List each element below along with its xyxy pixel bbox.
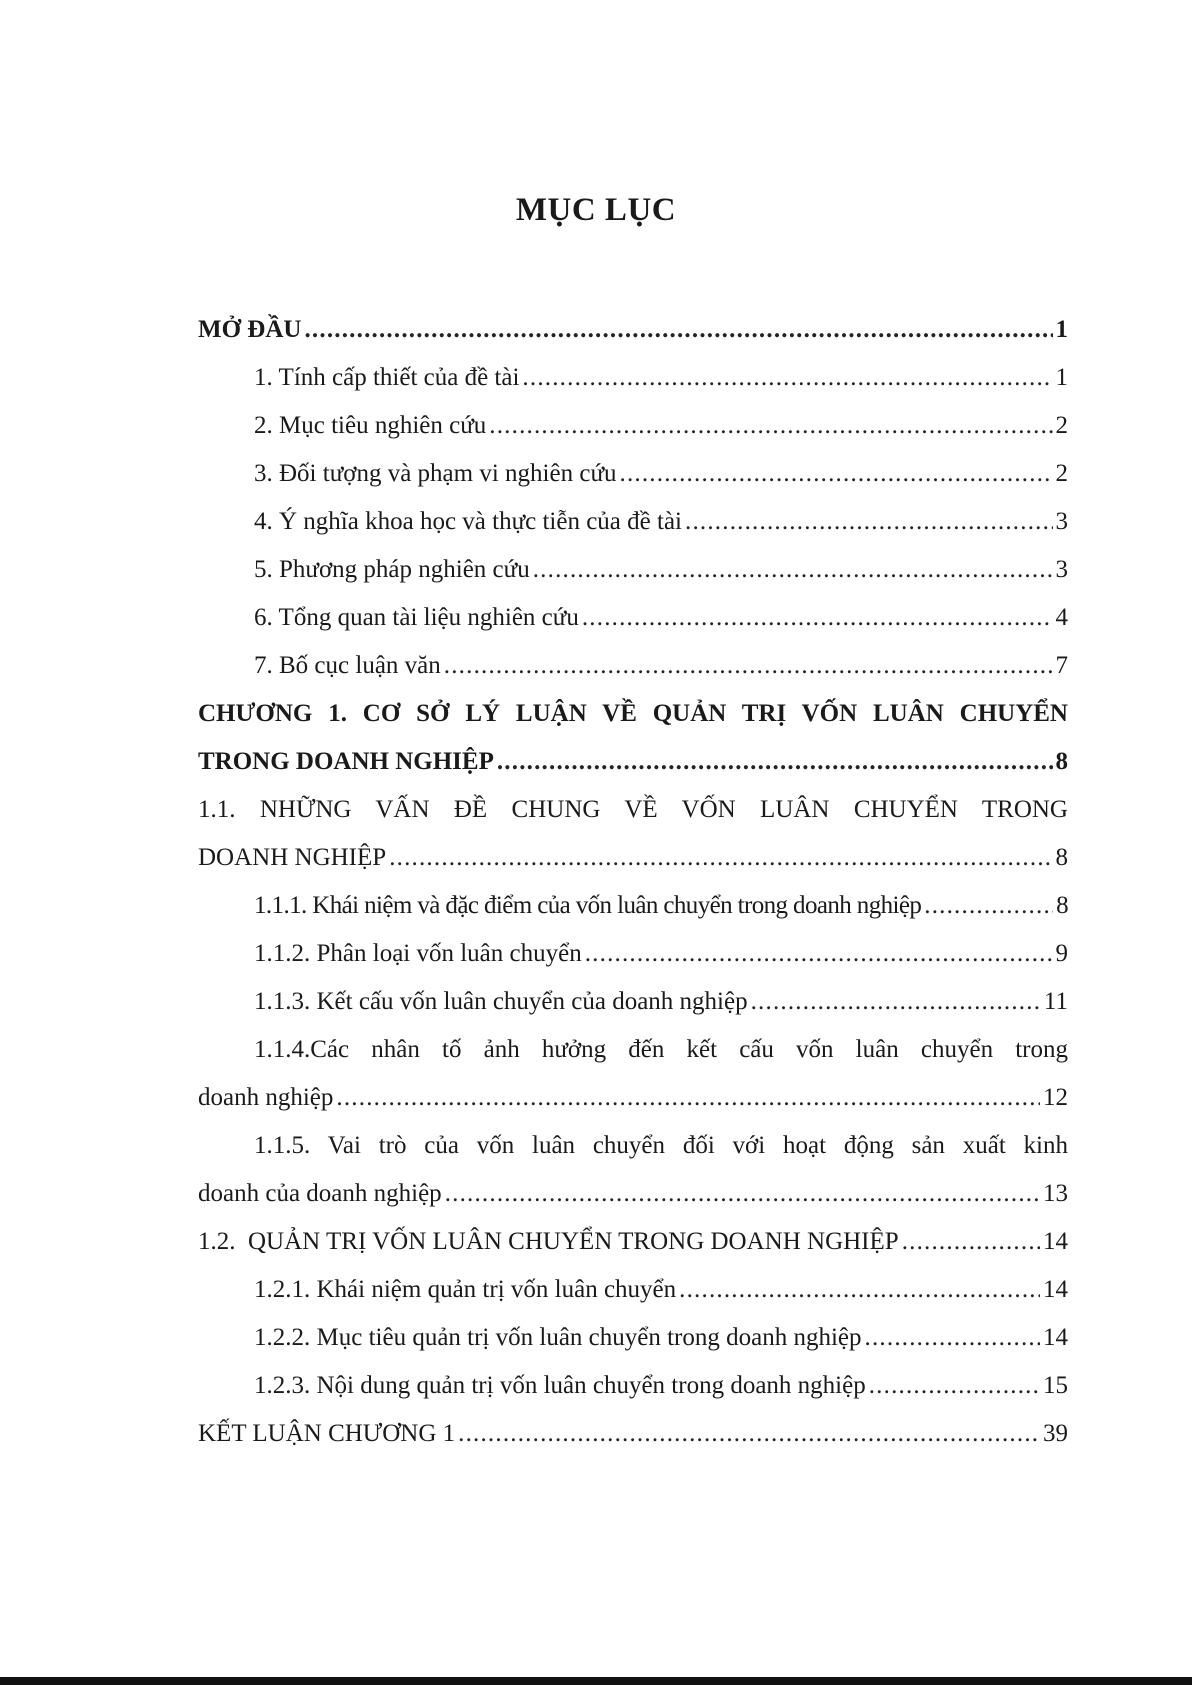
toc-entry-chapter-1-line-2[interactable] bbox=[198, 738, 1068, 786]
toc-entry-1-1-3[interactable] bbox=[198, 978, 1068, 1026]
toc-entry-section-1-1-line-1[interactable] bbox=[198, 786, 1068, 834]
toc-entry-label: TRONG DOANH NGHIỆP bbox=[198, 748, 494, 775]
toc-page-number: 1 bbox=[1055, 316, 1068, 343]
toc-page-number: 14 bbox=[1043, 1324, 1068, 1351]
toc-entry-1-1-1[interactable] bbox=[198, 882, 1068, 930]
toc-page-number: 1 bbox=[1055, 364, 1068, 391]
toc-entry-intro-2[interactable] bbox=[198, 402, 1068, 450]
toc-entry-label: 1.1.1. Khái niệm và đặc điểm của vốn luân chuyển trong doanh nghiệp bbox=[254, 892, 922, 919]
dot-leader bbox=[585, 930, 1053, 978]
toc-entry-label: doanh của doanh nghiệp bbox=[198, 1180, 442, 1207]
toc-entry-label: 1.1.3. Kết cấu vốn luân chuyển của doanh nghiệp bbox=[254, 988, 748, 1015]
toc-entry-label: KẾT LUẬN CHƯƠNG 1 bbox=[198, 1420, 456, 1447]
toc-entry-1-1-4-line-1[interactable] bbox=[198, 1026, 1068, 1074]
dot-leader bbox=[924, 882, 1053, 930]
toc-page-number: 39 bbox=[1043, 1420, 1068, 1447]
toc-entry-label: 7. Bố cục luận văn bbox=[254, 652, 441, 679]
toc-page-number: 8 bbox=[1056, 892, 1068, 919]
toc-entry-intro-6[interactable] bbox=[198, 594, 1068, 642]
toc-entry-label: DOANH NGHIỆP bbox=[198, 844, 387, 871]
toc-page-number: 15 bbox=[1043, 1372, 1068, 1399]
toc-page-number: 2 bbox=[1055, 460, 1068, 487]
toc-page-number: 7 bbox=[1055, 652, 1068, 679]
toc-page-number: 11 bbox=[1043, 988, 1068, 1015]
dot-leader bbox=[620, 450, 1053, 498]
toc-entry-section-1-2[interactable] bbox=[198, 1218, 1068, 1266]
toc-page-number: 14 bbox=[1043, 1228, 1068, 1255]
toc-page-number: 12 bbox=[1043, 1084, 1068, 1111]
toc-entry-1-1-4-line-2[interactable] bbox=[198, 1074, 1068, 1122]
toc-entry-label: 1.2. QUẢN TRỊ VỐN LUÂN CHUYỂN TRONG DOANH NGHIỆP bbox=[198, 1228, 899, 1255]
page-title: MỤC LỤC bbox=[515, 192, 677, 228]
toc-page-number: 13 bbox=[1043, 1180, 1068, 1207]
dot-leader bbox=[751, 978, 1041, 1026]
table-of-contents bbox=[198, 306, 1068, 1458]
toc-page-number: 3 bbox=[1055, 556, 1068, 583]
toc-entry-label: 6. Tổng quan tài liệu nghiên cứu bbox=[254, 604, 579, 631]
toc-entry-intro-3[interactable] bbox=[198, 450, 1068, 498]
toc-entry-label: 1.2.2. Mục tiêu quản trị vốn luân chuyển trong doanh nghiệp bbox=[254, 1324, 862, 1351]
toc-page-number: 8 bbox=[1055, 748, 1068, 775]
toc-entry-label: doanh nghiệp bbox=[198, 1084, 334, 1111]
toc-entry-label: 1.1.2. Phân loại vốn luân chuyển bbox=[254, 940, 582, 967]
toc-entry-label: MỞ ĐẦU bbox=[198, 316, 302, 343]
toc-page-number: 2 bbox=[1055, 412, 1068, 439]
dot-leader bbox=[533, 546, 1053, 594]
toc-page-number: 14 bbox=[1043, 1276, 1068, 1303]
dot-leader bbox=[336, 1074, 1040, 1122]
toc-entry-label: 2. Mục tiêu nghiên cứu bbox=[254, 412, 487, 439]
dot-leader bbox=[489, 402, 1052, 450]
toc-entry-1-1-5-line-2[interactable] bbox=[198, 1170, 1068, 1218]
toc-entry-1-2-1[interactable] bbox=[198, 1266, 1068, 1314]
toc-entry-section-1-1-line-2[interactable] bbox=[198, 834, 1068, 882]
dot-leader bbox=[389, 834, 1052, 882]
dot-leader bbox=[497, 738, 1053, 786]
toc-entry-1-1-2[interactable] bbox=[198, 930, 1068, 978]
toc-entry-ket-luan-chuong-1[interactable] bbox=[198, 1410, 1068, 1458]
toc-page-number: 4 bbox=[1055, 604, 1068, 631]
toc-entry-label: 1.2.3. Nội dung quản trị vốn luân chuyển trong doanh nghiệp bbox=[254, 1372, 866, 1399]
toc-entry-intro-5[interactable] bbox=[198, 546, 1068, 594]
toc-entry-label: 1.2.1. Khái niệm quản trị vốn luân chuyển bbox=[254, 1276, 677, 1303]
dot-leader bbox=[679, 1266, 1040, 1314]
dot-leader bbox=[522, 354, 1052, 402]
toc-entry-intro-4[interactable] bbox=[198, 498, 1068, 546]
dot-leader bbox=[304, 306, 1052, 354]
bottom-scan-edge bbox=[0, 1677, 1192, 1685]
toc-page-number: 9 bbox=[1055, 940, 1068, 967]
toc-entry-label: CHƯƠNG 1. CƠ SỞ LÝ LUẬN VỀ QUẢN TRỊ VỐN LUÂN CHUYỂN bbox=[198, 700, 1068, 727]
toc-page-number: 8 bbox=[1055, 844, 1068, 871]
toc-entry-1-1-5-line-1[interactable] bbox=[198, 1122, 1068, 1170]
dot-leader bbox=[445, 1170, 1040, 1218]
toc-entry-label: 4. Ý nghĩa khoa học và thực tiễn của đề tài bbox=[254, 508, 682, 535]
dot-leader bbox=[458, 1410, 1040, 1458]
toc-entry-label: 1.1. NHỮNG VẤN ĐỀ CHUNG VỀ VỐN LUÂN CHUYỂN TRONG bbox=[198, 796, 1068, 823]
toc-entry-intro-7[interactable] bbox=[198, 642, 1068, 690]
dot-leader bbox=[444, 642, 1053, 690]
dot-leader bbox=[869, 1362, 1040, 1410]
toc-page-number: 3 bbox=[1055, 508, 1068, 535]
dot-leader bbox=[685, 498, 1053, 546]
toc-entry-mo-dau[interactable] bbox=[198, 306, 1068, 354]
toc-entry-chapter-1-line-1[interactable] bbox=[198, 690, 1068, 738]
toc-entry-label: 5. Phương pháp nghiên cứu bbox=[254, 556, 530, 583]
toc-entry-label: 1.1.5. Vai trò của vốn luân chuyển đối với hoạt động sản xuất kinh bbox=[254, 1132, 1068, 1159]
toc-entry-intro-1[interactable] bbox=[198, 354, 1068, 402]
toc-entry-label: 1. Tính cấp thiết của đề tài bbox=[254, 364, 520, 391]
toc-entry-label: 3. Đối tượng và phạm vi nghiên cứu bbox=[254, 460, 617, 487]
toc-entry-label: 1.1.4.Các nhân tố ảnh hưởng đến kết cấu vốn luân chuyển trong bbox=[254, 1036, 1068, 1063]
dot-leader bbox=[865, 1314, 1040, 1362]
dot-leader bbox=[582, 594, 1053, 642]
dot-leader bbox=[902, 1218, 1040, 1266]
toc-entry-1-2-3[interactable] bbox=[198, 1362, 1068, 1410]
toc-entry-1-2-2[interactable] bbox=[198, 1314, 1068, 1362]
